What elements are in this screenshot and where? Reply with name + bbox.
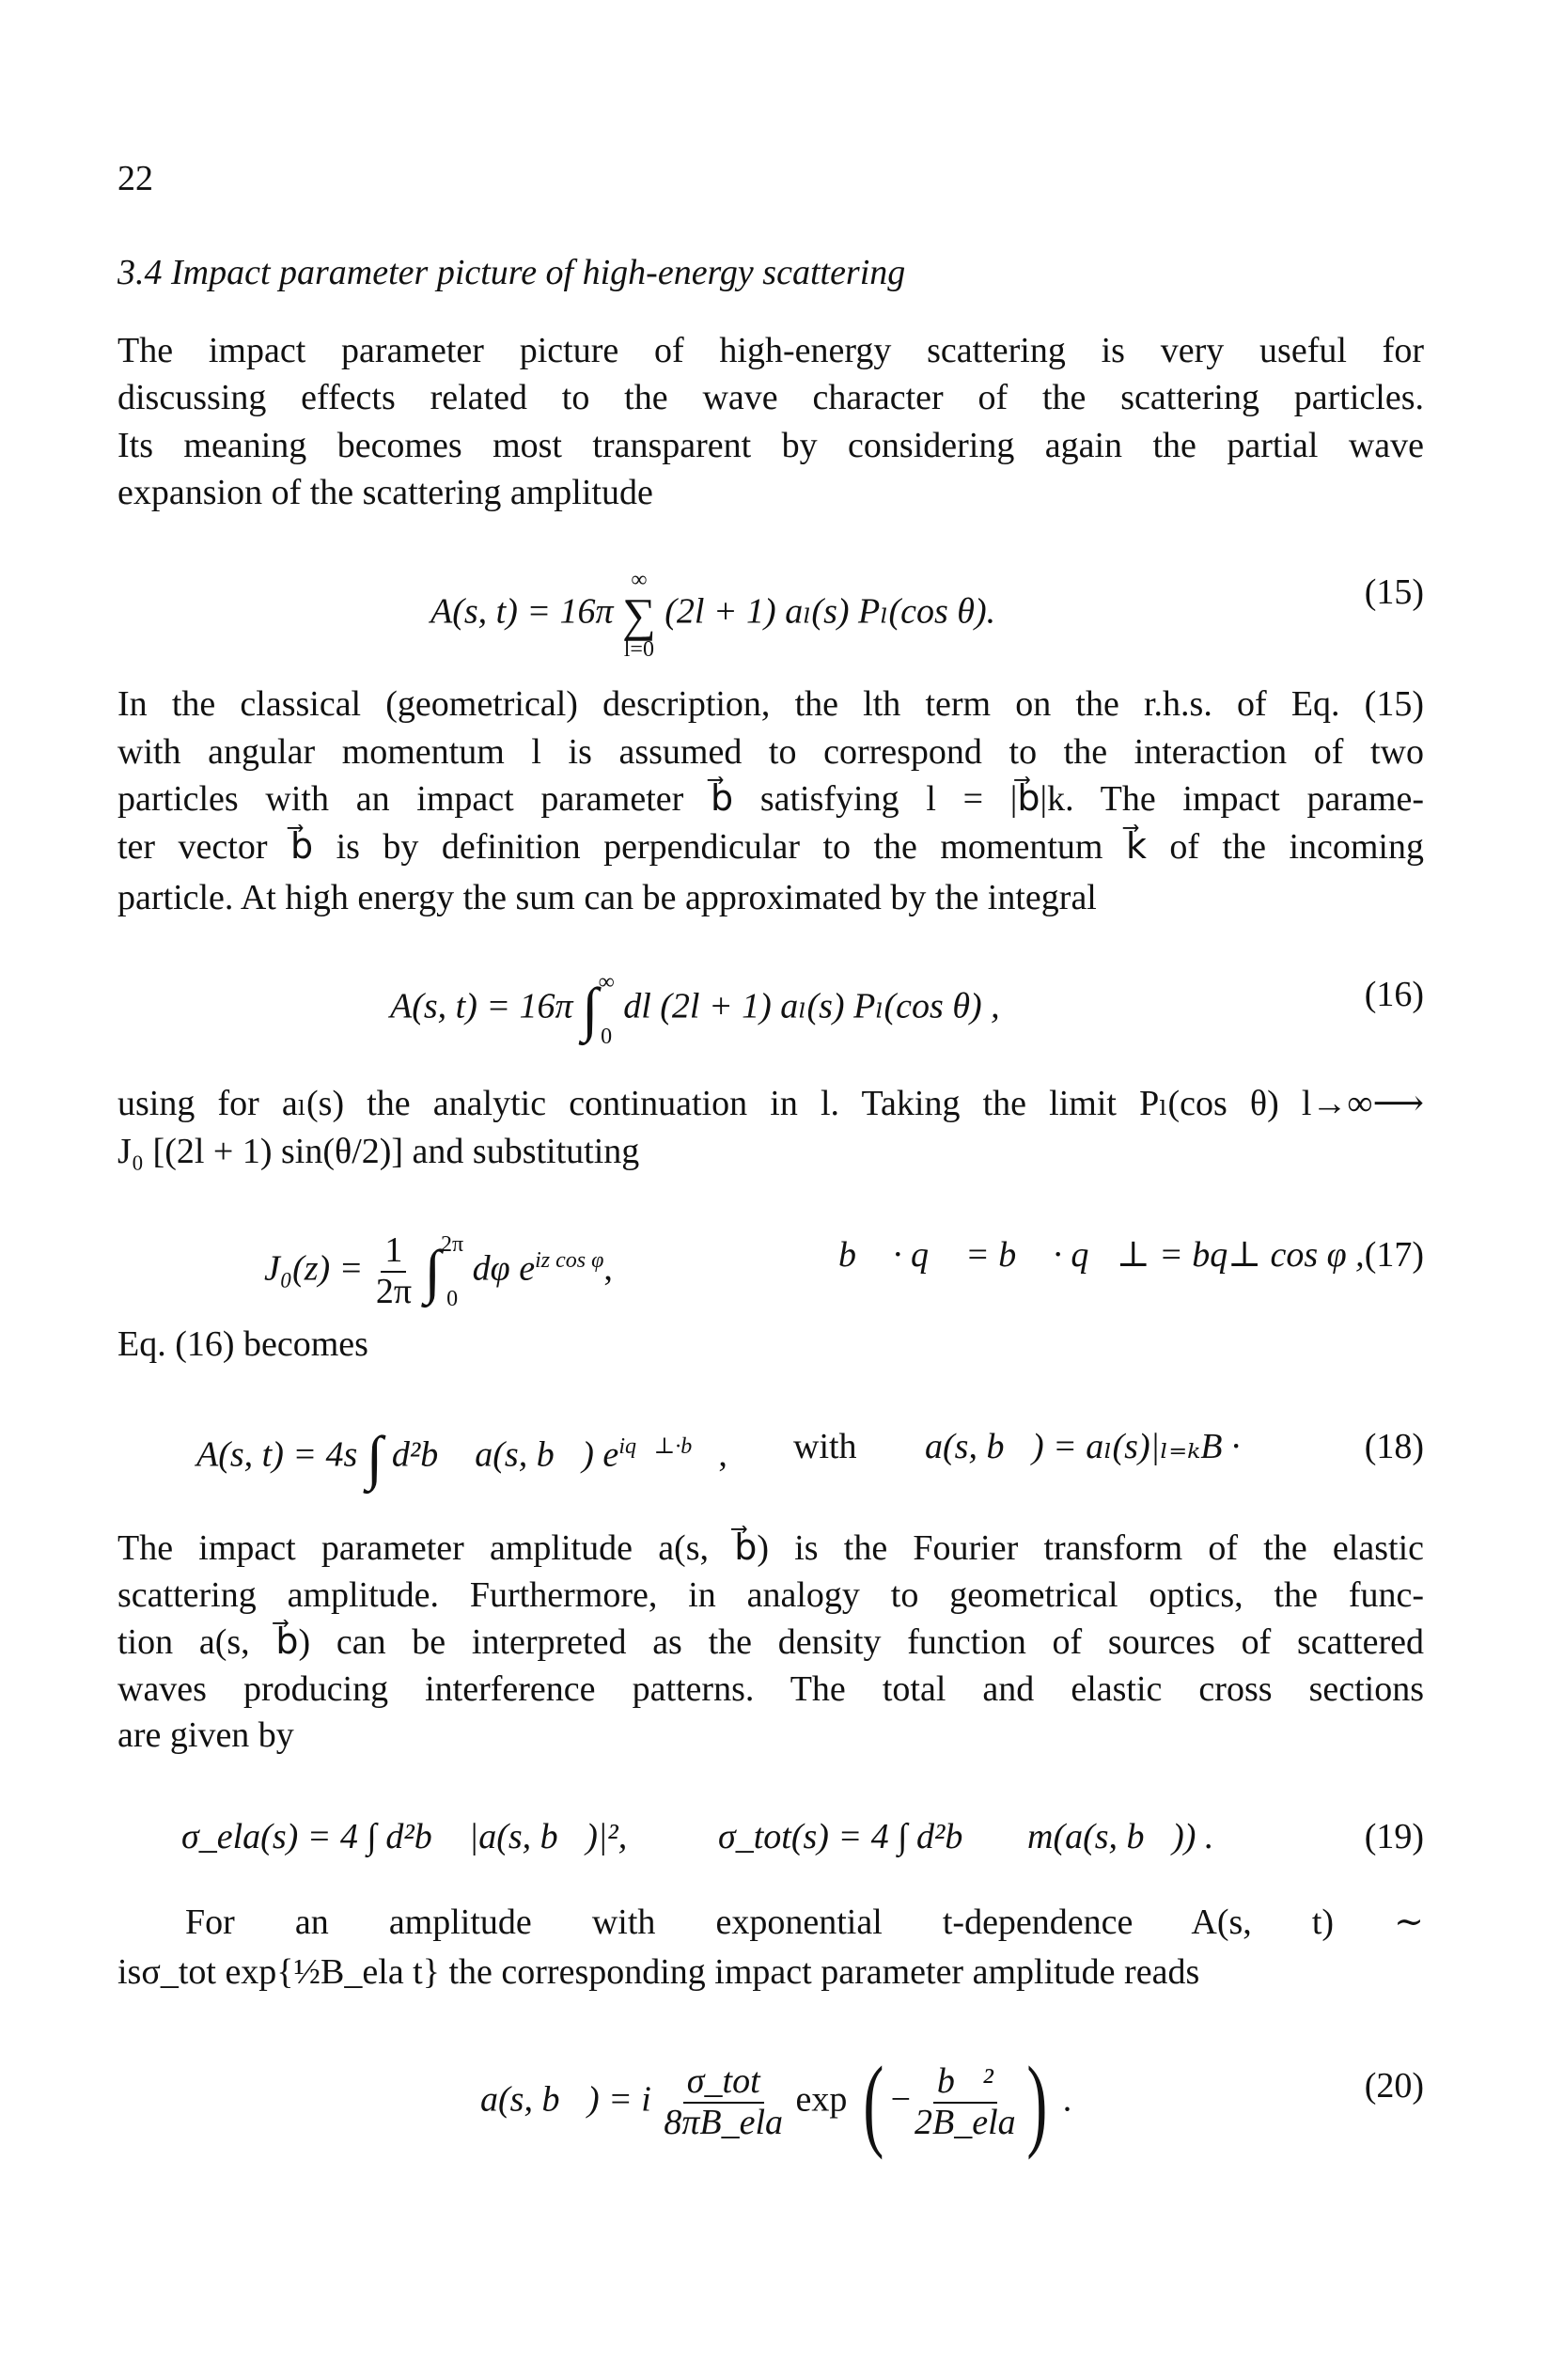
denominator: 2π bbox=[375, 1271, 413, 1311]
integrand: dφ e bbox=[472, 1248, 536, 1289]
minus-sign: − bbox=[890, 2079, 911, 2120]
integral-symbol: ∫ bbox=[366, 1423, 383, 1491]
text-line: using for aₗ(s) the analytic continuation in l. Taking the limit Pₗ(cos θ) l→∞⟶ bbox=[117, 1084, 1424, 1123]
text-line: ter vector b⃗ is by definition perpendicular to the momentum k⃗ of the incoming bbox=[117, 827, 1424, 867]
eq18-rhs: d²b⃗ a(s, b⃗) e bbox=[391, 1434, 619, 1475]
text-line: isσ_tot exp{½B_ela t} the corresponding impact parameter amplitude reads bbox=[117, 1952, 1200, 1992]
comma: , bbox=[603, 1248, 613, 1289]
eq20-lhs: a(s, b⃗) = i bbox=[480, 2079, 651, 2120]
comma: , bbox=[718, 1434, 727, 1475]
period: . bbox=[1062, 2079, 1072, 2120]
text-line: particles with an impact parameter b⃗ satisfying l = |b⃗|k. The impact parame- bbox=[117, 779, 1424, 819]
text-line: particle. At high energy the sum can be approximated by the integral bbox=[117, 878, 1097, 917]
lower-limit: 0 bbox=[601, 1025, 613, 1049]
equation-19-elastic: σ_ela(s) = 4 ∫ d²b⃗ |a(s, b⃗)|², bbox=[181, 1817, 628, 1856]
equation-number: (17) bbox=[1364, 1235, 1424, 1275]
numerator: 1 bbox=[381, 1231, 406, 1273]
section-heading: 3.4 Impact parameter picture of high-energy scattering bbox=[117, 253, 906, 292]
equation-number: (15) bbox=[1364, 572, 1424, 612]
left-paren: ( bbox=[863, 2044, 884, 2160]
lower-limit: 0 bbox=[446, 1286, 459, 1311]
integral-symbol: ∫ bbox=[582, 976, 599, 1042]
equation-number: (19) bbox=[1364, 1817, 1424, 1856]
denominator: 2B_ela bbox=[915, 2102, 1016, 2142]
text-line: J₀ [(2l + 1) sin(θ/2)] and substituting bbox=[117, 1132, 640, 1171]
equation-number: (16) bbox=[1364, 975, 1424, 1014]
equation-number: (20) bbox=[1364, 2066, 1424, 2106]
text-line: tion a(s, b⃗) can be interpreted as the density function of sources of scattered bbox=[117, 1622, 1424, 1662]
text-line: Eq. (16) becomes bbox=[117, 1324, 368, 1364]
upper-limit: ∞ bbox=[598, 970, 615, 994]
eq16-rhs: dl (2l + 1) aₗ(s) Pₗ(cos θ) , bbox=[623, 986, 1000, 1026]
eq18-lhs: A(s, t) = 4s bbox=[196, 1434, 358, 1475]
text-line: In the classical (geometrical) description, the lth term on the r.h.s. of Eq. (15) bbox=[117, 684, 1424, 724]
integral-symbol: ∫ bbox=[424, 1237, 442, 1305]
equation-18-definition: a(s, b⃗) = aₗ(s)|ₗ₌ₖB · bbox=[925, 1427, 1241, 1466]
numerator: σ_tot bbox=[683, 2062, 764, 2104]
exp-function: exp bbox=[795, 2079, 848, 2120]
numerator: b⃗² bbox=[933, 2062, 997, 2104]
text-line: scattering amplitude. Furthermore, in analogy to geometrical optics, the func- bbox=[117, 1575, 1424, 1615]
equation-17 bbox=[264, 1231, 613, 1312]
equation-15 bbox=[430, 569, 995, 661]
eq15-rhs: (2l + 1) aₗ(s) Pₗ(cos θ). bbox=[665, 591, 996, 632]
text-line: The impact parameter amplitude a(s, b⃗) is the Fourier transform of the elastic bbox=[117, 1528, 1424, 1568]
equation-18 bbox=[196, 1423, 727, 1491]
with-text: with bbox=[793, 1427, 857, 1466]
integral-limits bbox=[441, 1233, 463, 1310]
text-line: discussing effects related to the wave character of the scattering particles. bbox=[117, 378, 1424, 417]
text-line: are given by bbox=[117, 1715, 294, 1755]
fraction bbox=[915, 2062, 1016, 2143]
integral-limits bbox=[599, 971, 615, 1048]
page-number: 22 bbox=[117, 159, 153, 198]
text-line: with angular momentum l is assumed to correspond to the interaction of two bbox=[117, 732, 1424, 772]
upper-limit: 2π bbox=[441, 1231, 464, 1257]
text-line: Its meaning becomes most transparent by considering again the partial wave bbox=[117, 426, 1424, 465]
sum-upper: ∞ bbox=[631, 568, 648, 592]
equation-17-dot-product: b⃗ · q⃗ = b⃗ · q⃗⊥ = bq⊥ cos φ , bbox=[838, 1235, 1365, 1275]
text-line: For an amplitude with exponential t-dependence A(s, t) ∼ bbox=[185, 1902, 1424, 1942]
right-paren: ) bbox=[1025, 2044, 1047, 2160]
equation-19-total: σ_tot(s) = 4 ∫ d²b⃗ ℑm(a(s, b⃗)) . bbox=[718, 1817, 1214, 1856]
equation-number: (18) bbox=[1364, 1427, 1424, 1466]
sum-operator bbox=[622, 569, 656, 661]
text-line: The impact parameter picture of high-energy scattering is very useful for bbox=[117, 331, 1424, 370]
eq17-lhs: J₀(z) = bbox=[264, 1248, 364, 1289]
fraction bbox=[664, 2062, 783, 2143]
exponent: iz cos φ bbox=[535, 1247, 604, 1273]
eq15-lhs: A(s, t) = 16π bbox=[430, 591, 614, 632]
sum-lower: l=0 bbox=[623, 637, 654, 662]
sum-symbol: ∑ bbox=[622, 588, 656, 641]
eq16-lhs: A(s, t) = 16π bbox=[390, 986, 573, 1026]
equation-16 bbox=[390, 971, 1000, 1048]
fraction bbox=[376, 1231, 412, 1312]
text-line: waves producing interference patterns. The total and elastic cross sections bbox=[117, 1669, 1424, 1709]
equation-20 bbox=[480, 2044, 1072, 2160]
text-line: expansion of the scattering amplitude bbox=[117, 473, 653, 512]
denominator: 8πB_ela bbox=[664, 2102, 784, 2142]
exponent: iq⃗⊥·b⃗ bbox=[618, 1434, 710, 1459]
